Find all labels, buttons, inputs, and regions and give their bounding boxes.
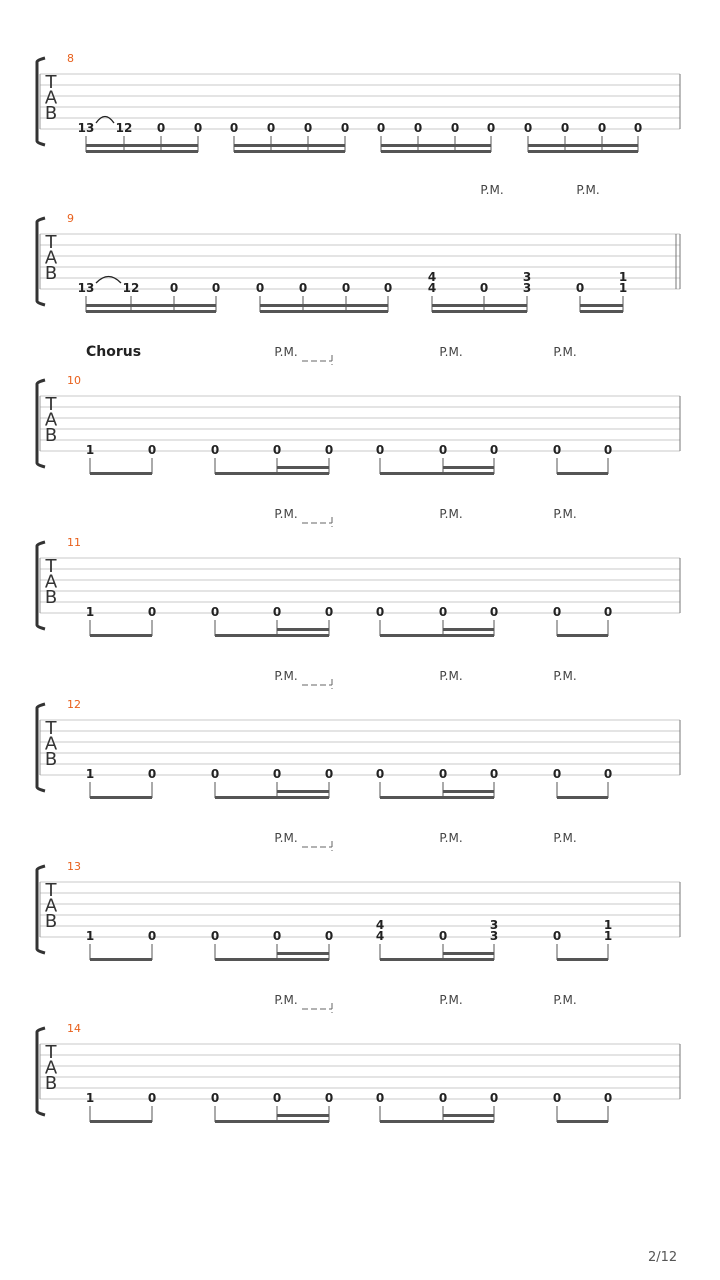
palm-mute-label: P.M. xyxy=(439,993,463,1007)
fret-number: 0 xyxy=(383,281,393,295)
fret-number: 0 xyxy=(272,929,282,943)
beam xyxy=(380,958,494,961)
fret-number: 0 xyxy=(489,1091,499,1105)
fret-number: 0 xyxy=(272,767,282,781)
palm-mute-extension xyxy=(302,1003,332,1013)
beam xyxy=(86,150,198,153)
beam xyxy=(215,472,329,475)
fret-number: 0 xyxy=(438,1091,448,1105)
fret-number: 1 xyxy=(618,270,628,284)
beam xyxy=(90,958,152,961)
beam xyxy=(215,796,329,799)
fret-number: 0 xyxy=(147,605,157,619)
fret-number: 0 xyxy=(450,121,460,135)
fret-number: 0 xyxy=(324,443,334,457)
fret-number: 12 xyxy=(122,281,140,295)
beam xyxy=(277,628,329,631)
beam xyxy=(443,466,494,469)
fret-number: 0 xyxy=(486,121,496,135)
beam xyxy=(557,472,608,475)
fret-number: 0 xyxy=(210,1091,220,1105)
tab-system xyxy=(37,841,680,961)
fret-number: 4 xyxy=(427,281,437,295)
fret-number: 0 xyxy=(633,121,643,135)
fret-number: 1 xyxy=(603,918,613,932)
beam xyxy=(277,952,329,955)
fret-number: 0 xyxy=(272,605,282,619)
tab-clef-letter: A xyxy=(44,87,58,109)
fret-number: 0 xyxy=(375,1091,385,1105)
fret-number: 0 xyxy=(211,281,221,295)
fret-number: 0 xyxy=(324,1091,334,1105)
fret-number: 0 xyxy=(376,121,386,135)
fret-number: 0 xyxy=(523,121,533,135)
beam xyxy=(443,1114,494,1117)
fret-number: 1 xyxy=(85,443,95,457)
palm-mute-extension xyxy=(302,679,332,689)
beam xyxy=(234,150,345,153)
beam xyxy=(380,634,494,637)
measure-number: 12 xyxy=(67,698,81,711)
fret-number: 0 xyxy=(603,767,613,781)
fret-number: 13 xyxy=(77,121,95,135)
beam xyxy=(443,790,494,793)
fret-number: 3 xyxy=(489,929,499,943)
fret-number: 0 xyxy=(552,929,562,943)
tab-clef-letter: A xyxy=(44,247,58,269)
palm-mute-label: P.M. xyxy=(553,507,577,521)
fret-number: 0 xyxy=(489,767,499,781)
palm-mute-label: P.M. xyxy=(553,669,577,683)
fret-number: 0 xyxy=(340,121,350,135)
beam xyxy=(432,310,527,313)
palm-mute-label: P.M. xyxy=(439,507,463,521)
fret-number: 0 xyxy=(375,443,385,457)
palm-mute-extension xyxy=(302,517,332,527)
fret-number: 0 xyxy=(324,929,334,943)
beam xyxy=(90,634,152,637)
beam xyxy=(557,796,608,799)
fret-number: 0 xyxy=(324,767,334,781)
beam xyxy=(90,472,152,475)
palm-mute-extension xyxy=(302,841,332,851)
fret-number: 1 xyxy=(85,767,95,781)
tab-clef-letter: B xyxy=(44,749,58,770)
fret-number: 0 xyxy=(272,1091,282,1105)
fret-number: 0 xyxy=(479,281,489,295)
tab-system xyxy=(37,58,680,153)
measure-number: 11 xyxy=(67,536,81,549)
measure-number: 10 xyxy=(67,374,81,387)
beam xyxy=(381,144,491,147)
beam xyxy=(234,144,345,147)
fret-number: 0 xyxy=(341,281,351,295)
fret-number: 0 xyxy=(438,605,448,619)
fret-number: 0 xyxy=(298,281,308,295)
palm-mute-label: P.M. xyxy=(480,183,504,197)
fret-number: 0 xyxy=(552,1091,562,1105)
tab-clef-letter: B xyxy=(44,425,58,446)
fret-number: 0 xyxy=(272,443,282,457)
tab-system xyxy=(37,355,680,475)
fret-number: 0 xyxy=(413,121,423,135)
fret-number: 0 xyxy=(266,121,276,135)
palm-mute-label: P.M. xyxy=(439,669,463,683)
beam xyxy=(215,634,329,637)
fret-number: 0 xyxy=(552,605,562,619)
tab-clef-letter: A xyxy=(44,409,58,431)
beam xyxy=(380,472,494,475)
palm-mute-extension xyxy=(302,355,332,365)
tab-clef-letter: B xyxy=(44,587,58,608)
beam xyxy=(528,150,638,153)
fret-number: 0 xyxy=(147,767,157,781)
beam xyxy=(90,796,152,799)
beam xyxy=(380,1120,494,1123)
fret-number: 0 xyxy=(156,121,166,135)
measure-number: 14 xyxy=(67,1022,81,1035)
fret-number: 3 xyxy=(522,281,532,295)
fret-number: 0 xyxy=(255,281,265,295)
fret-number: 0 xyxy=(603,1091,613,1105)
beam xyxy=(443,952,494,955)
fret-number: 0 xyxy=(375,605,385,619)
tab-clef-letter: T xyxy=(45,72,57,93)
beam xyxy=(86,310,216,313)
system-bracket xyxy=(37,866,45,953)
palm-mute-label: P.M. xyxy=(439,345,463,359)
fret-number: 0 xyxy=(169,281,179,295)
fret-number: 0 xyxy=(147,1091,157,1105)
fret-number: 0 xyxy=(489,605,499,619)
slur-arc xyxy=(96,277,121,284)
palm-mute-label: P.M. xyxy=(553,831,577,845)
beam xyxy=(260,304,388,307)
beam xyxy=(557,634,608,637)
fret-number: 0 xyxy=(193,121,203,135)
tab-system xyxy=(37,517,680,637)
tab-clef-letter: T xyxy=(45,718,57,739)
palm-mute-label: P.M. xyxy=(274,507,298,521)
fret-number: 0 xyxy=(303,121,313,135)
fret-number: 0 xyxy=(210,443,220,457)
fret-number: 0 xyxy=(552,443,562,457)
tab-clef-letter: B xyxy=(44,103,58,124)
fret-number: 1 xyxy=(85,605,95,619)
fret-number: 1 xyxy=(618,281,628,295)
fret-number: 1 xyxy=(85,929,95,943)
tab-system xyxy=(37,679,680,799)
tab-clef-letter: T xyxy=(45,556,57,577)
fret-number: 0 xyxy=(552,767,562,781)
fret-number: 0 xyxy=(438,443,448,457)
fret-number: 13 xyxy=(77,281,95,295)
tab-clef-letter: B xyxy=(44,911,58,932)
beam xyxy=(557,1120,608,1123)
measure-number: 9 xyxy=(67,212,74,225)
fret-number: 1 xyxy=(603,929,613,943)
fret-number: 0 xyxy=(438,929,448,943)
page-number: 2/12 xyxy=(648,1250,678,1265)
tab-clef-letter: T xyxy=(45,232,57,253)
palm-mute-label: P.M. xyxy=(274,993,298,1007)
system-bracket xyxy=(37,58,45,145)
fret-number: 0 xyxy=(560,121,570,135)
tab-system xyxy=(37,218,680,313)
beam xyxy=(90,1120,152,1123)
tab-clef-letter: T xyxy=(45,880,57,901)
beam xyxy=(432,304,527,307)
fret-number: 0 xyxy=(603,443,613,457)
fret-number: 0 xyxy=(489,443,499,457)
fret-number: 12 xyxy=(115,121,133,135)
fret-number: 0 xyxy=(438,767,448,781)
fret-number: 0 xyxy=(597,121,607,135)
beam xyxy=(86,304,216,307)
tab-clef-letter: T xyxy=(45,1042,57,1063)
beam xyxy=(580,304,623,307)
tab-system xyxy=(37,1003,680,1123)
beam xyxy=(86,144,198,147)
fret-number: 4 xyxy=(375,918,385,932)
palm-mute-label: P.M. xyxy=(274,669,298,683)
beam xyxy=(580,310,623,313)
palm-mute-label: P.M. xyxy=(576,183,600,197)
system-bracket xyxy=(37,704,45,791)
palm-mute-label: P.M. xyxy=(553,993,577,1007)
tab-clef-letter: A xyxy=(44,733,58,755)
fret-number: 0 xyxy=(147,443,157,457)
beam xyxy=(277,790,329,793)
fret-number: 3 xyxy=(522,270,532,284)
tab-clef-letter: A xyxy=(44,895,58,917)
section-label: Chorus xyxy=(86,344,142,360)
fret-number: 0 xyxy=(324,605,334,619)
tab-clef-letter: A xyxy=(44,1057,58,1079)
fret-number: 0 xyxy=(210,767,220,781)
beam xyxy=(381,150,491,153)
tab-clef-letter: B xyxy=(44,263,58,284)
fret-number: 1 xyxy=(85,1091,95,1105)
slur-arc xyxy=(96,117,114,124)
measure-number: 8 xyxy=(67,52,74,65)
fret-number: 0 xyxy=(210,929,220,943)
beam xyxy=(443,628,494,631)
beam xyxy=(215,958,329,961)
fret-number: 0 xyxy=(229,121,239,135)
tab-clef-letter: B xyxy=(44,1073,58,1094)
palm-mute-label: P.M. xyxy=(274,831,298,845)
system-bracket xyxy=(37,218,45,305)
beam xyxy=(277,1114,329,1117)
palm-mute-label: P.M. xyxy=(553,345,577,359)
fret-number: 0 xyxy=(375,767,385,781)
fret-number: 0 xyxy=(147,929,157,943)
system-bracket xyxy=(37,542,45,629)
palm-mute-label: P.M. xyxy=(274,345,298,359)
system-bracket xyxy=(37,1028,45,1115)
beam xyxy=(380,796,494,799)
fret-number: 0 xyxy=(603,605,613,619)
fret-number: 3 xyxy=(489,918,499,932)
tab-clef-letter: T xyxy=(45,394,57,415)
beam xyxy=(277,466,329,469)
beam xyxy=(557,958,608,961)
beam xyxy=(528,144,638,147)
fret-number: 4 xyxy=(375,929,385,943)
palm-mute-label: P.M. xyxy=(439,831,463,845)
system-bracket xyxy=(37,380,45,467)
fret-number: 4 xyxy=(427,270,437,284)
measure-number: 13 xyxy=(67,860,81,873)
beam xyxy=(215,1120,329,1123)
beam xyxy=(260,310,388,313)
fret-number: 0 xyxy=(210,605,220,619)
fret-number: 0 xyxy=(575,281,585,295)
tab-clef-letter: A xyxy=(44,571,58,593)
